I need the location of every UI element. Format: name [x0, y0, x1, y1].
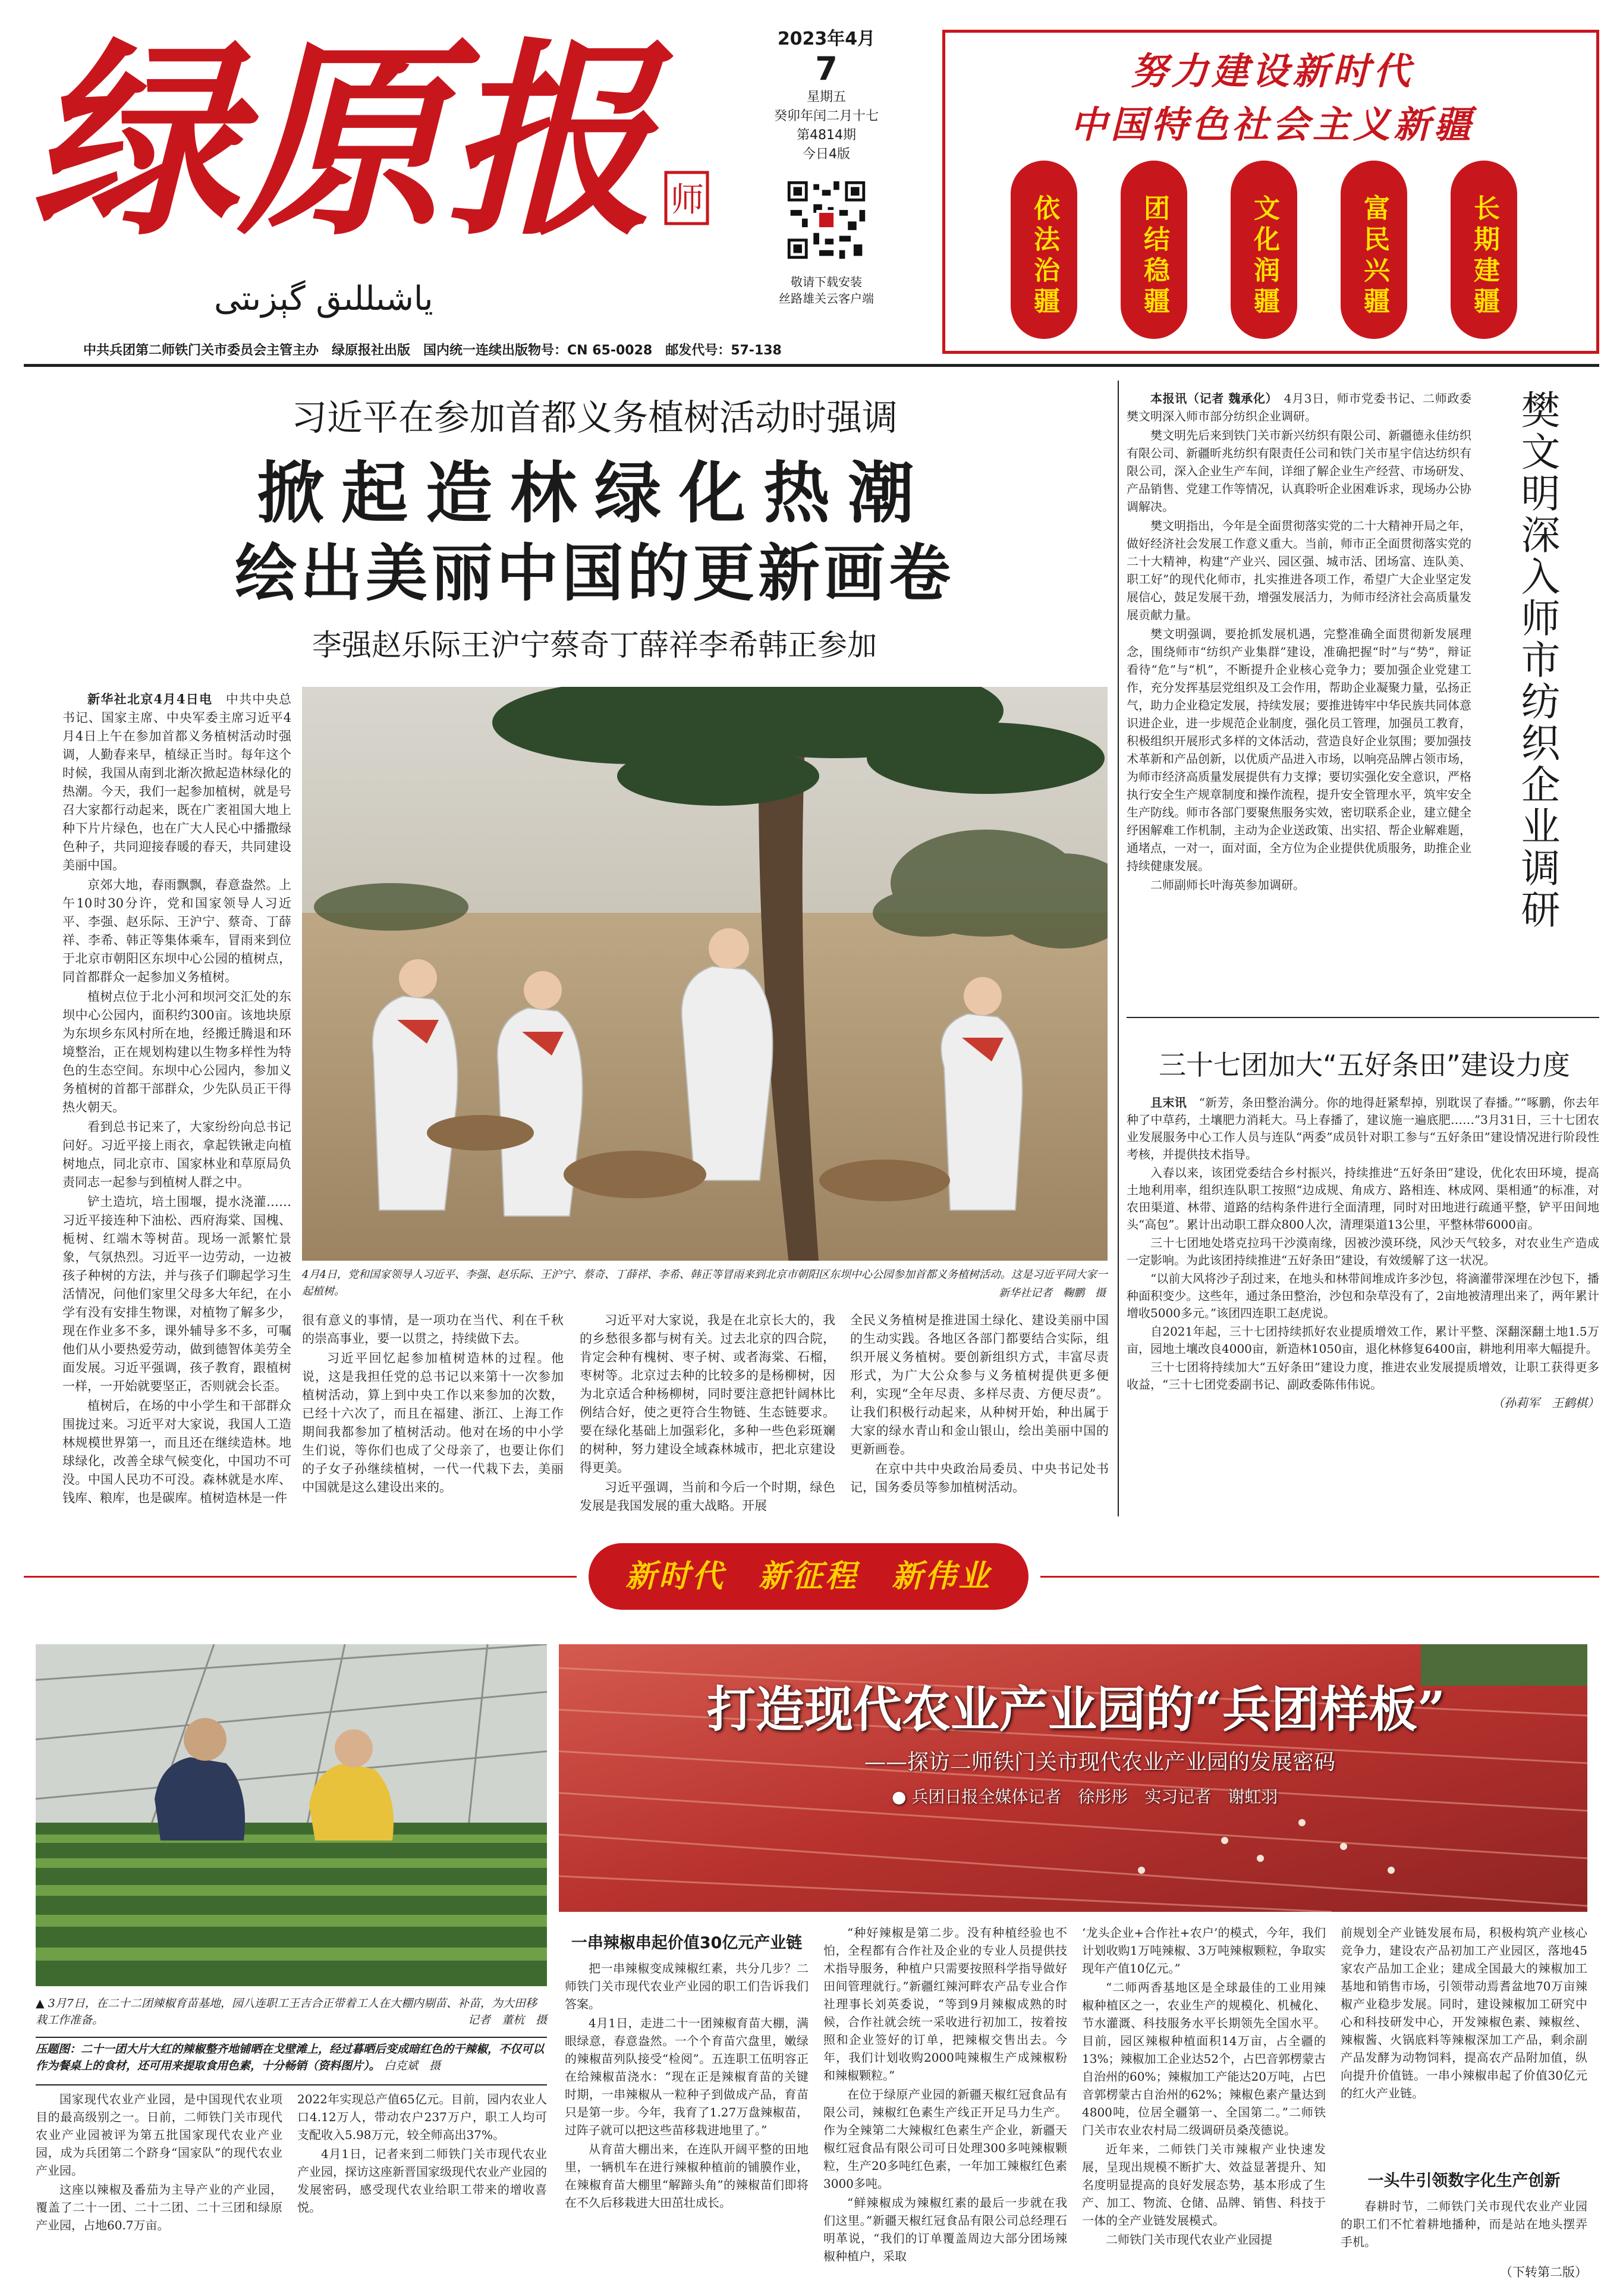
lead-paragraph: 中共中央总书记、国家主席、中央军委主席习近平4月4日上午在参加首都义务植树活动时强调，人勤春来早，植绿正当时。每年这个时候，我国从南到北渐次掀起造林绿化的热潮。今天，我们一起参加植树，就是号召大家都行动起来，既在广袤祖国大地上种下片片绿色，也在广大人民心中播撒绿色种子，共同迎接春暖的春天，共同建设美丽中国。 — [62, 692, 291, 872]
fan-paragraph: 樊文明强调，要抢抓发展机遇，完整准确全面贯彻新发展理念，围绕师市“纺织产业集群”建设，准确把握“时”与“势”，辩证看待“危”与“机”，不断提升企业核心竞争力；要加强企业党建工作，充分发挥基层党组织及工会作用，帮助企业凝聚力量，弘扬正气，助力企业稳定发展，持续发展；要推进铸牢中华民族共同体意识进企业，进一步规范企业制度，强化员工管理，加强员工教育，积极组织开展形式多样的文体活动，营造良好企业氛围；要加强技术革新和产品创新，以优质产品进入市场，以响亮品牌占领市场，为师市经济高质量发展提供有力支撑；要切实强化安全意识，严格执行安全生产规章制度和操作流程，提升安全管理水平，筑牢安全生产防线。师市各部门要聚焦服务实效，密切联系企业，建立健全纾困解难工作机制，主动为企业送政策、出实招、帮企业解难题，通堵点，一对一，面对面，全方位为企业提供优质服务，助推企业持续健康发展。 — [1127, 627, 1471, 873]
qr-caption-line-2: 丝路雄关云客户端 — [779, 291, 874, 306]
lead-paragraph: 习近平回忆起参加植树造林的过程。他说，这是我担任党的总书记以来第十一次参加植树活动，算上到中央工作以来参加的次数，已经十六次了，而且在福建、浙江、上海工作期间我都参加了植树活动。他对在场的中小学生们说，等你们也成了父母亲了，也要让你们的子女子孙继续植树，一代一代栽下去，美丽中国就是这么建设出来的。 — [302, 1351, 564, 1494]
lead-dateline: 新华社北京4月4日电 — [87, 692, 213, 706]
qr-caption-line-1: 敬请下载安装 — [791, 275, 862, 289]
fan-dateline: 本报讯（记者 魏承化） — [1150, 391, 1272, 406]
publisher-line: 中共兵团第二师铁门关市委员会主管主办 绿原报社出版 国内统一连续出版物号：CN 65-0028 邮发代号：57-138 — [83, 343, 782, 358]
masthead-rule — [24, 364, 1599, 367]
feature-paragraph: “鲜辣椒成为辣椒红素的最后一步就在我们这里。”新疆天椒红冠食品有限公司总经理石明革说，“我们的订单覆盖周边大部分团场辣椒种植户，采取 — [823, 2196, 1067, 2263]
lead-subhead: 李强赵乐际王沪宁蔡奇丁薛祥李希韩正参加 — [312, 628, 877, 662]
slogan-pill: 长期建疆 — [1451, 161, 1517, 339]
lead-paragraph: 习近平对大家说，我是在北京长大的，我的乡愁很多都与树有关。过去北京的四合院，肯定会种有槐树、枣子树、或者海棠、石榴，枣树等。北京过去种的比较多的是杨柳树，因为北京适合种杨柳树，同时要注意把针阔林比例结合好，使之更符合生物链、生态链要求。要在绿化基础上加强彩化，多种一些色彩斑斓的树种，努力建设全域森林城市，把北京建设得更美。 — [580, 1313, 835, 1475]
feature-title: 打造现代农业产业园的“兵团样板” — [706, 1681, 1446, 1738]
feature-paragraph: 前规划全产业链发展布局，积极构筑产业核心竞争力，建设农产品初加工产业园区，落地45家农产品加工企业；建成全国最大的辣椒加工基地和销售市场，引领带动焉耆盆地70万亩辣椒产业稳步发展。同时，建设辣椒加工研究中心和科技研发中心，开发辣椒色素、辣椒丝、辣椒酱、火锅底料等辣椒深加工产品，剩余副产品发酵为动物饲料，提高农产品附加值，纵向提升价值链。一串小辣椒串起了价值30亿元的红火产业链。 — [1341, 1926, 1587, 2100]
date-column — [773, 24, 880, 164]
greenhouse-caption-text: 3月7日，在二十二团辣椒育苗基地，园八连职工王吉合正带着工人在大棚内剔苗、补苗，为大田移栽工作准备。 — [36, 1997, 537, 2027]
lead-headline-2: 绘出美丽中国的更新画卷 — [234, 537, 954, 610]
lead-paragraph: 习近平强调，当前和今后一个时期，绿色发展是我国发展的重大战略。开展 — [580, 1480, 835, 1513]
team-story-body — [1127, 1094, 1599, 1510]
feature-paragraph: 二师铁门关市现代农业产业园提 — [1106, 2232, 1272, 2247]
lead-paragraph: 全民义务植树是推进国土绿化、建设美丽中国的生动实践。各地区各部门都要结合实际，组织开展义务植树。要创新组织方式，丰富尽责形式，为广大公众参与义务植树提供更多便利，实现“全年尽责、多样尽责、方便尽责”。让我们积极行动起来，从种树开始，种出属于大家的绿水青山和金山银山，绘出美丽中国的更新画卷。 — [850, 1313, 1109, 1456]
fan-paragraph: 樊文明先后来到铁门关市新兴纺织有限公司、新疆德永佳纺织有限公司、新疆昕兆纺织有限责任公司和铁门关市星宇信达纺织有限公司，深入企业生产车间，详细了解企业生产经营、市场研发、产品销售、党建工作等情况，认真聆听企业困难诉求，现场办公协调解决。 — [1127, 428, 1471, 514]
masthead-uyghur: ياشىللىق گېزىتى — [214, 279, 433, 318]
continued-note: （下转第二版） — [1500, 2265, 1587, 2279]
section-rule — [1127, 1017, 1599, 1018]
fan-vertical-title: 樊文明深入师市纺织企业调研 — [1514, 390, 1560, 931]
byline-marker-icon: ● — [892, 1787, 907, 1807]
team-byline: （孙莉军 王鹤棋） — [1492, 1396, 1599, 1410]
caption-rule — [36, 2037, 547, 2038]
team-paragraph: 自2021年起，三十七团持续抓好农业提质增效工作，累计平整、深翻深翻土地1.5万亩，园地土壤改良4000亩，新造林1050亩，退化林修复6400亩，耕地利用率大幅提升。 — [1127, 1324, 1599, 1356]
feature-column-b — [565, 1959, 809, 2284]
feature-paragraph: ‘龙头企业+合作社+农户’的模式，今年，我们计划收购1万吨辣椒、3万吨辣椒颗粒，争取实现年产值10亿元。” — [1082, 1926, 1326, 1975]
masthead-title: 绿原报 — [30, 18, 654, 244]
lead-column-1 — [62, 690, 291, 1522]
feature-paragraph: 4月1日，走进二十一团辣椒育苗大棚，满眼绿意，春意盎然。一个个育苗穴盘里，嫩绿的辣椒苗列队接受“检阅”。五连职工伍明容正在给辣椒苗浇水：“现在正是辣椒育苗的关键时期，一串辣椒从一粒种子到做成产品，育苗只是第一步。今年，我育了1.27万盘辣椒苗，过阵子就可以把这些苗移栽进地里了。” — [565, 2016, 809, 2137]
triangle-icon: ▲ — [36, 1997, 45, 2010]
slogan-pill: 富民兴疆 — [1341, 161, 1407, 339]
feature-paragraph: “种好辣椒是第二步。没有种植经验也不怕，全程都有合作社及企业的专业人员提供技术指导服务，种植户只需要按照科学指导做好田间管理就行。”新疆红辣河畔农产品专业合作社理事长刘英委说，“等到9月辣椒成熟的时候，合作社就会统一采收进行初加工，按着按照和企业签好的订单，把辣椒交售出去。今年，我们计划收购2000吨辣椒生产成辣椒粉和辣椒颗粒。” — [823, 1926, 1067, 2083]
date-day: 7 — [815, 50, 838, 87]
feature-column-c — [823, 1924, 1067, 2284]
page-count: 今日4版 — [803, 147, 850, 162]
feature-byline — [892, 1784, 1427, 1808]
lead-paragraph: 京郊大地，春雨飘飘，春意盎然。上午10时30分许，党和国家领导人习近平、李强、赵乐际、王沪宁、蔡奇、丁薛祥、李希、韩正等集体乘车，冒雨来到位于北京市朝阳区东坝中心公园的植树点，同首都群众一起参加义务植树。 — [62, 878, 291, 984]
feature-paragraph: 从育苗大棚出来，在连队开阔平整的田地里，一辆机车在进行辣椒种植前的铺膜作业，在辣椒育苗大棚里“解蹄头角”的辣椒苗们即将在不久后移栽进大田茁壮成长。 — [565, 2142, 809, 2210]
feature-paragraph: “二师两香基地区是全球最佳的工业用辣椒种植区之一，农业生产的规模化、机械化、节水灌溉、科技服务水平长期领先全国水平。目前，园区辣椒种植面积14万亩，占全疆的13%；辣椒加工企业达52个，占巴音郭楞蒙古自治州的60%；辣椒加工产能达20万吨，占巴音郭楞蒙古自治州的62%；辣椒色素产量达到4800吨，位居全疆第一、全国第二。”二师铁门关市农业农村局二级调研员桑茂德说。 — [1082, 1980, 1326, 2137]
lead-paragraph: 植树后，在场的中小学生和干部群众围拢过来。习近平对大家说，我国人工造林规模世界第一，而且还在继续造林。地球绿化，改善全球气候变化，中国功不可没。中国人民功不可没。森林就是水库、钱库、粮库，也是碳库。植树造林是一件 — [62, 1399, 291, 1505]
lead-column-3 — [580, 1311, 835, 1519]
feature-section-1-head: 一串辣椒串起价值30亿元产业链 — [571, 1934, 803, 1952]
feature-column-f — [1341, 2197, 1587, 2260]
team-paragraph: 三十七团地处塔克拉玛干沙漠南缘，因被沙漠环绕，风沙天气较多，对农业生产造成一定影响。为此该团持续推进“五好条田”建设，有效缓解了这一状况。 — [1127, 1236, 1599, 1267]
lead-paragraph: 在京中共中央政治局委员、中央书记处书记，国务委员等参加植树活动。 — [850, 1462, 1109, 1494]
qr-code-icon[interactable] — [785, 178, 868, 262]
banner-line-left — [24, 1576, 577, 1578]
banner-line-right — [1040, 1576, 1599, 1578]
team-paragraph: 入春以来，该团党委结合乡村振兴，持续推进“五好条田”建设，优化农田环境，提高土地利用率，组织连队职工按照“边成规、角成方、路相连、林成网、渠相通”的标准，对农田渠道、林带、道路的结构条件进行全面清理，同时对田地进行疏通平整，铲平田间地头“高包”。累计出动职工群众800人次，清理渠道13公里，平整林带6000亩。 — [1127, 1166, 1599, 1232]
qr-caption — [767, 274, 886, 307]
feature-paragraph: 春耕时节，二师铁门关市现代农业产业园的职工们不忙着耕地播种，而是站在地头摆弄手机。 — [1341, 2199, 1587, 2249]
caption-rule — [36, 2084, 547, 2085]
feature-paragraph: 这座以辣椒及番茄为主导产业的产业园，覆盖了二十一团、二十二团、二十三团和绿原产业园，占地60.7万亩。 — [36, 2182, 282, 2232]
fan-paragraph: 二师副师长叶海英参加调研。 — [1150, 878, 1305, 892]
feature-column-e — [1341, 1924, 1587, 2159]
date-weekday: 星期五 — [806, 90, 846, 105]
team-headline: 三十七团加大“五好条田”建设力度 — [1159, 1049, 1570, 1081]
issue-number: 第4814期 — [797, 128, 856, 143]
editor-note-text: 压题图：二十一团大片大红的辣椒整齐地铺晒在戈壁滩上，经过暮晒后变成暗红色的干辣椒，不仅可以作为餐桌上的食材，还可用来提取食用色素，十分畅销（资料图片）。 — [36, 2043, 545, 2072]
greenhouse-photo — [36, 1644, 547, 1986]
lead-paragraph: 铲土造坑，培土围堰，提水浇灌……习近平接连种下油松、西府海棠、国槐、栀树、红端木等树苗。现场一派繁忙景象，气氛热烈。习近平一边劳动，一边被孩子种树的方法，并与孩子们聊起学习生活情况，问他们家里父母多大年纪，在小学有没有安排生物课，对植物了解多少，现在作业多不多，课外辅导多不多，可嘱他们从小要热爱劳动，做到德智体美劳全面发展。习近平强调，孩子教育，跟植树一样，一开始就要坚正，否则就会长歪。 — [62, 1195, 291, 1393]
feature-paragraph: 2022年实现总产值65亿元。目前，园内农业人口4.12万人，带动农户237万户，职工人均可支配收入5.98万元，较全师高出37%。 — [297, 2092, 547, 2142]
date-year-month: 2023年4月 — [777, 29, 876, 49]
feature-subtitle: ——探访二师铁门关市现代农业产业园的发展密码 — [864, 1750, 1335, 1774]
greenhouse-credit: 记者 董杭 摄 — [467, 2014, 547, 2027]
lead-paragraph: 植树点位于北小河和坝河交汇处的东坝中心公园内，面积约300亩。该地块原为东坝乡东风村所在地，经搬迁腾退和环境整治，正在规划构建以生物多样性为特色的生态空间。东坝中心公园内，参加义务植树的首都干部群众，少先队员正干得热火朝天。 — [62, 990, 291, 1114]
lead-paragraph: 看到总书记来了，大家纷纷向总书记问好。习近平接上雨衣，拿起铁锹走向植树地点，同北京市、国家林业和草原局负责同志一起参与到植树人群之中。 — [62, 1120, 291, 1189]
lead-column-2 — [302, 1311, 564, 1519]
slogan-pill: 文化润疆 — [1231, 161, 1297, 339]
masthead-logo — [24, 18, 713, 244]
slogan-line-2: 中国特色社会主义新疆 — [1070, 103, 1474, 146]
editor-note-credit: 白克斌 摄 — [384, 2059, 441, 2072]
slogan-pill: 团结稳疆 — [1121, 161, 1187, 339]
greenhouse-caption — [36, 1995, 547, 2028]
feature-left-column-1 — [36, 2090, 282, 2281]
editor-note — [36, 2041, 547, 2074]
feature-section-2-head: 一头牛引领数字化生产创新 — [1367, 2172, 1561, 2190]
lead-paragraph: 很有意义的事情，是一项功在当代、利在千秋的崇高事业，要一以贯之，持续做下去。 — [302, 1313, 564, 1346]
section-banner: 新时代 新征程 新伟业 — [589, 1543, 1028, 1610]
feature-paragraph: 4月1日，记者来到二师铁门关市现代农业产业园，探访这座新晋国家级现代农业产业园的发展密码，感受现代农业给职工带来的增收喜悦。 — [297, 2147, 547, 2215]
feature-paragraph: 国家现代农业产业园，是中国现代农业项目的最高级别之一。日前，二师铁门关市现代农业产业园被评为第五批国家现代农业产业园，成为兵团第二个跻身“国家队”的现代农业产业园。 — [36, 2092, 282, 2178]
team-dateline: 且末讯 — [1150, 1095, 1187, 1110]
feature-left-column-2 — [297, 2090, 547, 2281]
lead-headline-1: 掀起造林绿化热潮 — [257, 455, 932, 532]
feature-column-d — [1082, 1924, 1326, 2284]
fan-paragraph: 樊文明指出，今年是全面贯彻落实党的二十大精神开局之年，做好经济社会发展工作意义重大。当前，师市正全面贯彻落实党的二十大精神，构建“产业兴、园区强、城市活、团场富、连队美、职工好”的现代化师市，扎实推进各项工作，希望广大企业坚定发展信心，鼓足发展干劲，增强发展活力，为师市经济社会高质量发展贡献力量。 — [1127, 519, 1471, 622]
masthead-seal: 师 — [671, 181, 704, 219]
fan-story-body — [1127, 390, 1471, 999]
lead-kicker: 习近平在参加首都义务植树活动时强调 — [291, 397, 898, 439]
fan-paragraph: 4月3日，师市党委书记、二师政委樊文明深入师市部分纺织企业调研。 — [1127, 391, 1471, 423]
feature-byline-text: 兵团日报全媒体记者 徐彤彤 实习记者 谢虹羽 — [911, 1787, 1278, 1807]
feature-paragraph: 在位于绿原产业园的新疆天椒红冠食品有限公司，辣椒红色素生产线正开足马力生产。作为全辣第二大辣椒红色素生产企业，新疆天椒红冠食品有限公司可日处理300多吨辣椒颗粒，生产20多吨红色素，一年加工辣椒红色素3000多吨。 — [823, 2087, 1067, 2191]
slogan-line-1: 努力建设新时代 — [1130, 49, 1414, 93]
lead-photo-credit: 新华社记者 鞠鹏 摄 — [999, 1287, 1106, 1299]
column-divider — [1118, 381, 1119, 1516]
lead-photo-caption: 4月4日，党和国家领导人习近平、李强、赵乐际、王沪宁、蔡奇、丁薛祥、李希、韩正等冒雨来到北京市朝阳区东坝中心公园参加首都义务植树活动。这是习近平同大家一起植树。 — [302, 1268, 1108, 1298]
team-paragraph: “以前大风将沙子刮过来，在地头和林带间堆成许多沙包，将滴灌带深埋在沙包下，播种面积变少。这些年，通过条田整治，沙包和杂草没有了，2亩地被清理出来了，两年累计增收5000多元。”该团四连职工赵虎说。 — [1127, 1271, 1599, 1320]
feature-paragraph: 近年来，二师铁门关市辣椒产业快速发展，呈现出规模不断扩大、效益显著提升、知名度明显提高的良好发展态势，基本形成了生产、加工、物流、仓储、品牌、销售、科技于一体的全产业链发展模式。 — [1082, 2142, 1326, 2228]
lead-photo — [302, 687, 1108, 1261]
team-paragraph: “新芳，条田整治满分。你的地得赶紧犁掉，别耽误了春播。”“啄鹏，你去年种了中草药，土壤肥力消耗大。马上春播了，建议施一遍底肥……”3月31日，三十七团农业发展服务中心工作人员与连队“两委”成员针对职工参与“五好条田”建设情况进行阶段性考核，并提供技术指导。 — [1127, 1095, 1599, 1161]
team-paragraph: 三十七团将持续加大“五好条田”建设力度，推进农业发展提质增效，让职工获得更多收益，“三十七团党委副书记、副政委陈伟伟说。 — [1127, 1360, 1599, 1392]
feature-paragraph: 把一串辣椒变成辣椒红素，共分几步？二师铁门关市现代农业产业园的职工们告诉我们答案。 — [565, 1961, 809, 2011]
slogan-pill: 依法治疆 — [1011, 161, 1077, 339]
date-lunar: 癸卯年闰二月十七 — [773, 109, 879, 124]
lead-column-4 — [850, 1311, 1109, 1519]
